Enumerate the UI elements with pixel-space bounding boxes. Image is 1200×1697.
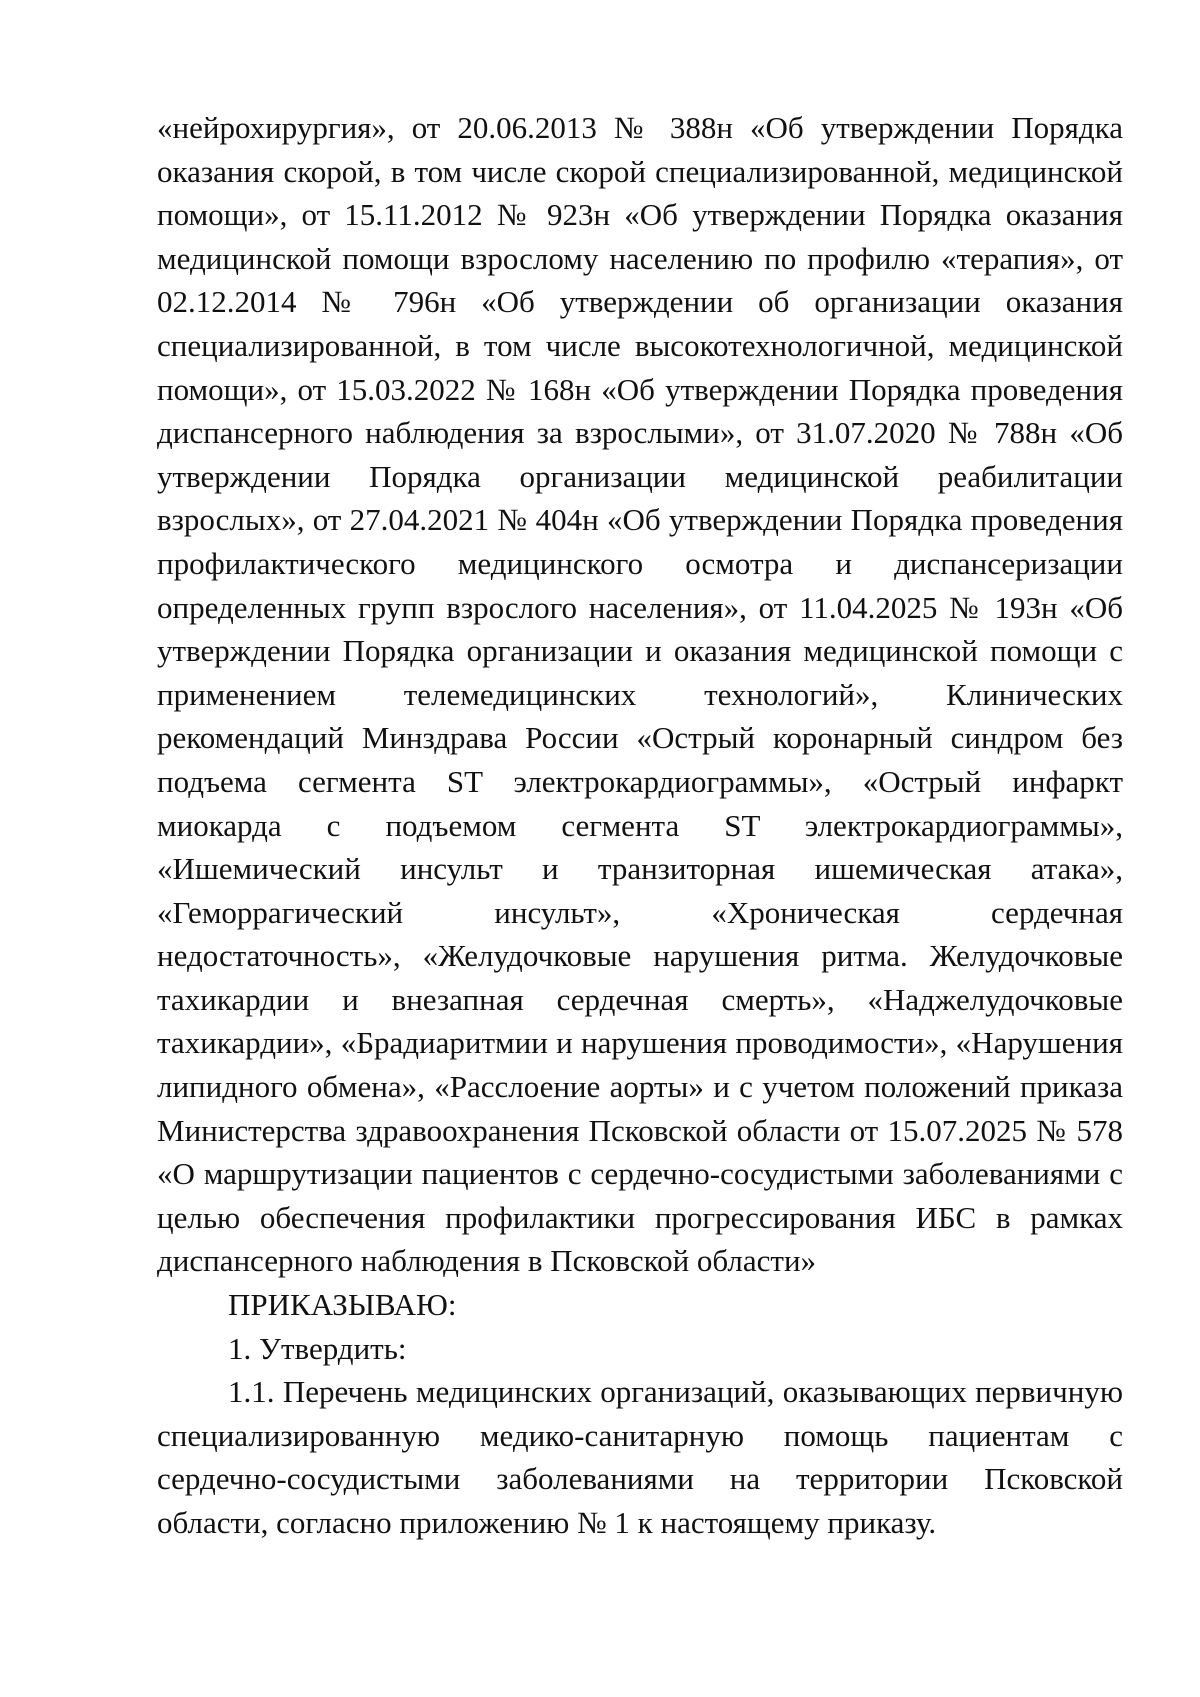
document-page [157,106,1123,1545]
order-heading: ПРИКАЗЫВАЮ: [228,1287,457,1323]
order-item-1-1: 1.1. Перечень медицинских организаций, оказывающих первичную специализированную медико-санитарную помощь пациентам с сердечно-сосудистыми заболеваниями на территории Псковской области, согласно приложению № 1 к настоящему приказу. [157,1374,1123,1540]
body-paragraph-legal-basis: «нейрохирургия», от 20.06.2013 № 388н «Об утверждении Порядка оказания скорой, в том числе скорой специализированной, медицинской помощи», от 15.11.2012 № 923н «Об утверждении Порядка оказания медицинской помощи взрослому населению по профилю «терапия», от 02.12.2014 № 796н «Об утверждении об организации оказания специализированной, в том числе высокотехнологичной, медицинской помощи», от 15.03.2022 № 168н «Об утверждении Порядка проведения диспансерного наблюдения за взрослыми», от 31.07.2020 № 788н «Об утверждении Порядка организации медицинской реабилитации взрослых», от 27.04.2021 № 404н «Об утверждении Порядка проведения профилактического медицинского осмотра и диспансеризации определенных групп взрослого населения», от 11.04.2025 № 193н «Об утверждении Порядка организации и оказания медицинской помощи с применением телемедицинских технологий», Клинических рекомендаций Минздрава России «Острый коронарный синдром без подъема сегмента ST электрокардиограммы», «Острый инфаркт миокарда с подъемом сегмента ST электрокардиограммы», «Ишемический инсульт и транзиторная ишемическая атака», «Геморрагический инсульт», «Хроническая сердечная недостаточность», «Желудочковые нарушения ритма. Желудочковые тахикардии и внезапная сердечная смерть», «Наджелудочковые тахикардии», «Брадиаритмии и нарушения проводимости», «Нарушения липидного обмена», «Расслоение аорты» и с учетом положений приказа Министерства здравоохранения Псковской области от 15.07.2025 № 578 «О маршрутизации пациентов с сердечно-сосудистыми заболеваниями с целью обеспечения профилактики прогрессирования ИБС в рамках диспансерного наблюдения в Псковской области» [157,110,1123,1279]
order-item-1: 1. Утвердить: [228,1330,407,1366]
